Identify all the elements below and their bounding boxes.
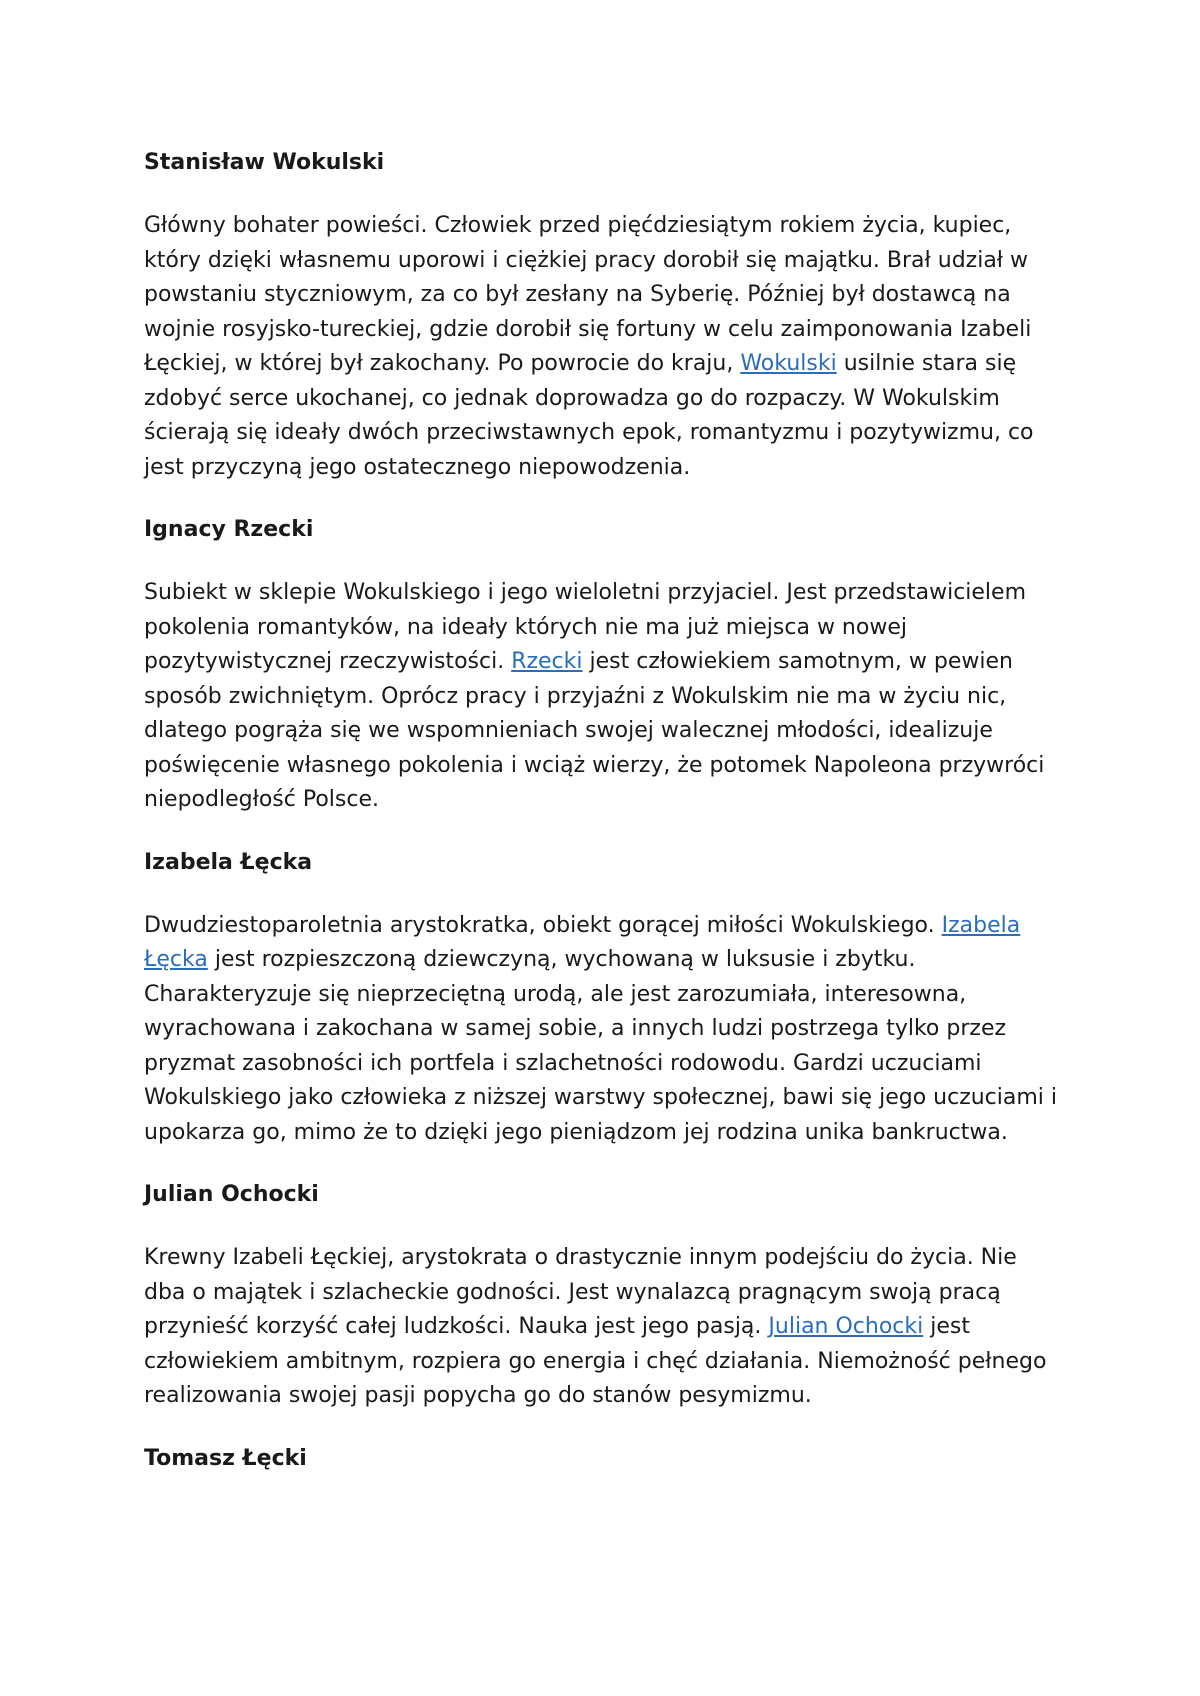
body-text: Dwudziestoparoletnia arystokratka, obiekt gorącej miłości Wokulskiego. — [144, 912, 942, 938]
body-text: Subiekt w sklepie Wokulskiego i jego wieloletni przyjaciel. Jest przedstawicielem pokolenia romantyków, na ideały których nie ma już miejsca w nowej pozytywistycznej rzeczywistości. — [144, 580, 1027, 674]
character-link-izabela-lecka[interactable]: Izabela Łęcka — [144, 912, 1021, 972]
body-text: Krewny Izabeli Łęckiej, arystokrata o drastycznie innym podejściu do życia. Nie dba o majątek i szlacheckie godności. Jest wynalazcą pragnącym swoją pracą przynieść korzyść całej ludzkości. Nauka jest jego pasją. — [144, 1245, 1017, 1339]
section-body — [144, 576, 1062, 818]
section-wokulski — [144, 146, 1062, 485]
section-lecka — [144, 846, 1062, 1151]
section-body — [144, 909, 1062, 1151]
section-heading: Izabela Łęcka — [144, 849, 313, 875]
character-link-wokulski[interactable]: Wokulski — [740, 351, 837, 376]
section-heading: Ignacy Rzecki — [144, 517, 314, 542]
section-body — [144, 209, 1062, 485]
section-ochocki — [144, 1178, 1062, 1414]
section-heading: Stanisław Wokulski — [144, 150, 385, 175]
body-text: Główny bohater powieści. Człowiek przed pięćdziesiątym rokiem życia, kupiec, który dzięki własnemu uporowi i ciężkiej pracy dorobił się majątku. Brał udział w powstaniu styczniowym, za co był zesłany na Syberię. Później był dostawcą na wojnie rosyjsko-tureckiej, gdzie dorobił się fortuny w celu zaimponowania Izabeli Łęckiej, w której był zakochany. Po powrocie do kraju, — [144, 213, 1032, 376]
section-heading: Tomasz Łęcki — [144, 1445, 307, 1471]
section-heading: Julian Ochocki — [144, 1182, 319, 1207]
body-text: jest rozpieszczoną dziewczyną, wychowaną w luksusie i zbytku. Charakteryzuje się nieprzeciętną urodą, ale jest zarozumiała, interesowna, wyrachowana i zakochana w samej sobie, a innych ludzi postrzega tylko przez pryzmat zasobności ich portfela i szlachetności rodowodu. Gardzi uczuciami Wokulskiego jako człowieka z niższej warstwy społecznej, bawi się jego uczuciami i upokarza go, mimo że to dzięki jego pieniądzom jej rodzina unika bankructwa. — [144, 947, 1058, 1145]
document-page — [144, 146, 1062, 1505]
body-text: jest człowiekiem samotnym, w pewien sposób zwichniętym. Oprócz pracy i przyjaźni z Wokulskim nie ma w życiu nic, dlatego pogrąża się we wspomnieniach swojej walecznej młodości, idealizuje poświęcenie własnego pokolenia i wciąż wierzy, że potomek Napoleona przywróci niepodległość Polsce. — [144, 649, 1045, 812]
character-link-rzecki[interactable]: Rzecki — [511, 649, 583, 674]
character-link-julian-ochocki[interactable]: Julian Ochocki — [768, 1314, 924, 1339]
body-text: usilnie stara się zdobyć serce ukochanej, co jednak doprowadza go do rozpaczy. W Wokulskim ścierają się ideały dwóch przeciwstawnych epok, romantyzmu i pozytywizmu, co jest przyczyną jego ostatecznego niepowodzenia. — [144, 351, 1034, 480]
section-body — [144, 1241, 1062, 1414]
body-text: jest człowiekiem ambitnym, rozpiera go energia i chęć działania. Niemożność pełnego realizowania swojej pasji popycha go do stanów pesymizmu. — [144, 1314, 1047, 1408]
section-tomasz-lecki — [144, 1442, 1062, 1476]
section-rzecki — [144, 513, 1062, 818]
